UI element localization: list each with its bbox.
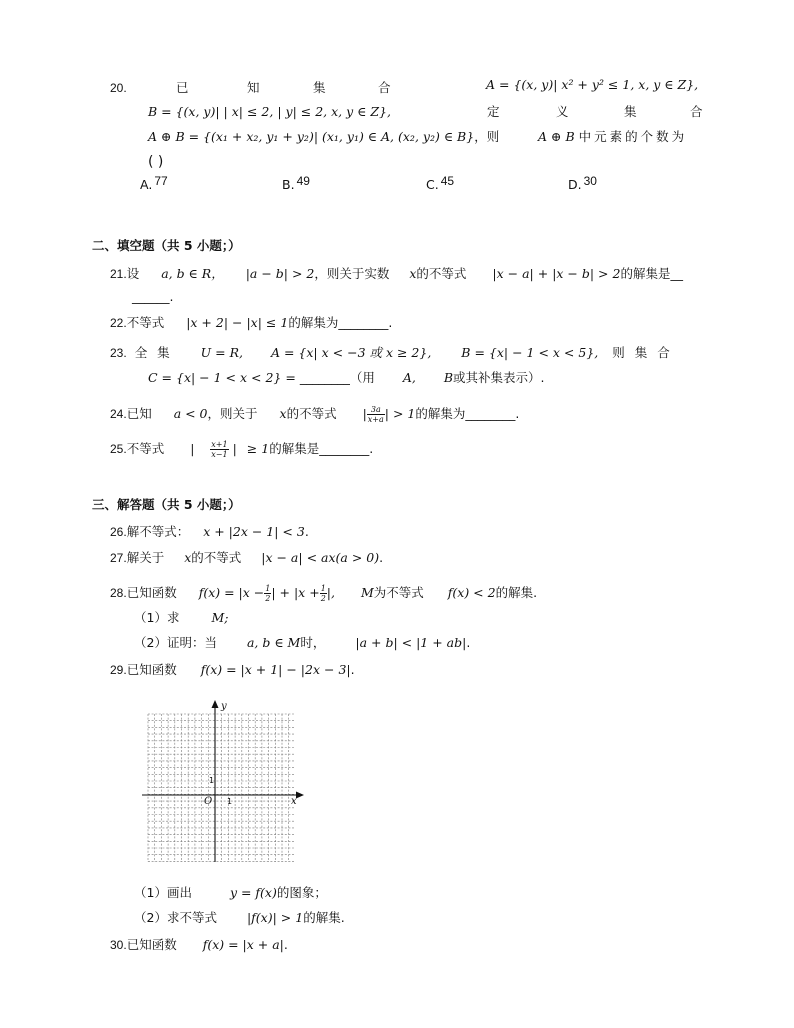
q23-math: A = {x| x < −3 或 x ≥ 2}, [270, 345, 432, 360]
q20-paren: ( ) [148, 154, 164, 170]
fraction-num: 1 [320, 584, 326, 593]
q28-part-math: M; [211, 610, 229, 625]
q25-text: 的解集是________. [269, 441, 374, 456]
q28-part-text: . [466, 635, 471, 650]
q20-option-b [282, 176, 310, 194]
q29-part-2 [134, 909, 345, 927]
q26-text: 解不等式： [126, 524, 190, 539]
q29-part-math: |f(x)| > 1 [246, 910, 304, 925]
q26-text: . [304, 524, 309, 539]
section-3-title: 三、解答题（共 5 小题；） [92, 497, 241, 512]
option-letter: D. [568, 177, 582, 192]
q20-option-c [426, 176, 454, 194]
q23-math: B = {x| − 1 < x < 5}, [461, 345, 599, 360]
q29-part-text: 的解集. [303, 910, 345, 925]
q24-text: 的解集为________. [415, 406, 520, 421]
q28-part-1 [134, 609, 228, 627]
x-unit-label: 1 [227, 797, 233, 806]
q20-word-3: 集 [313, 80, 326, 95]
q20-def-3: 集 [624, 104, 637, 119]
q27-math: |x − a| < ax(a > 0) [261, 550, 380, 565]
q24-fraction-den: x+a [367, 415, 384, 424]
q20-then: ，则 [474, 129, 500, 144]
q21-text: ，则关于实数 [314, 266, 390, 281]
q20-operation: A ⊕ B = {(x₁ + x₂, y₁ + y₂)| (x₁, y₁) ∈ A, (x₂, y₂) ∈ B} [148, 129, 475, 144]
q24 [110, 405, 519, 424]
q23-math: C = {x| − 1 < x < 2} = [148, 370, 296, 385]
q24-text: 已知 [126, 406, 152, 421]
q21-math: x [409, 266, 417, 281]
q22-text: 的解集为________. [288, 315, 393, 330]
q21-math: |a − b| > 2 [245, 266, 315, 281]
grid-lines [148, 714, 294, 862]
q27 [110, 549, 383, 567]
q20-tail-expr: A ⊕ B [538, 129, 575, 144]
q29-text: 已知函数 [126, 662, 177, 677]
q23-line1 [110, 344, 673, 362]
y-axis-arrow-icon [212, 700, 219, 708]
section-2-title: 二、填空题（共 5 小题；） [92, 238, 241, 253]
q29-part-text: （1）画出 [134, 885, 192, 900]
q27-number: 27. [110, 551, 127, 565]
q29-number: 29. [110, 663, 127, 677]
q23-text: ________（用 [299, 370, 375, 385]
q20-set-a: A = {(x, y)| x² + y² ≤ 1, x, y ∈ Z}, [486, 77, 699, 92]
q23-math: A, [402, 370, 416, 385]
x-axis-label: x [291, 796, 297, 807]
q28 [110, 584, 537, 603]
q23-math: U = R, [200, 345, 243, 360]
origin-label: O [204, 796, 213, 807]
q29 [110, 661, 355, 679]
option-value: 77 [154, 174, 168, 188]
q26 [110, 523, 309, 541]
q25-fraction-num: x+1 [211, 440, 228, 449]
q20-option-d [568, 176, 597, 194]
q21-math: |x − a| + |x − b| > 2 [492, 266, 621, 281]
q25-text: 不等式 [126, 441, 165, 456]
y-axis-label: y [221, 701, 227, 712]
q24-abs: | $\frac{3a}{x+a}$ | [362, 405, 389, 424]
q30-math: f(x) = |x + a| [202, 937, 284, 952]
q30 [110, 936, 288, 954]
q23-text: 或其补集表示）. [453, 370, 545, 385]
q28-math: |, [326, 585, 335, 600]
q30-text: 已知函数 [126, 937, 177, 952]
q20-tail-text: 中元素的个数为 [578, 129, 688, 144]
q21-text: 的解集是__ [620, 266, 683, 281]
q22 [110, 314, 392, 332]
q24-fraction [367, 405, 385, 424]
q28-text: 的解集. [495, 585, 538, 600]
q22-text: 不等式 [126, 315, 165, 330]
q21 [110, 265, 683, 283]
q29-part-1 [134, 884, 327, 902]
q28-part-text: 时， [300, 635, 326, 650]
q20-option-a [140, 176, 168, 194]
q20-line3-tail [538, 128, 687, 146]
q28-math: f(x) < 2 [447, 585, 496, 600]
y-unit-label: 1 [209, 776, 215, 785]
q24-text: ，则关于 [207, 406, 258, 421]
q24-math: > 1 [392, 406, 416, 421]
q28-part-math: |a + b| < |1 + ab| [355, 635, 467, 650]
option-value: 30 [583, 174, 597, 188]
q23-number: 23. [110, 346, 127, 360]
q20-word-1: 已 [176, 80, 189, 95]
q23-text: 全 集 [134, 345, 173, 360]
q20-def-1: 定 [487, 104, 500, 119]
q21-blank: ______. [132, 289, 174, 304]
q23-text: 则 集 合 [612, 345, 673, 360]
q30-number: 30. [110, 938, 127, 952]
q29-part-text: （2）求不等式 [134, 910, 217, 925]
q21-math: a, b ∈ R， [161, 266, 224, 281]
q20-number: 20. [110, 81, 127, 95]
q27-text: 解关于 [126, 550, 165, 565]
q29-part-text: 的图象； [276, 885, 327, 900]
q22-math: |x + 2| − |x| ≤ 1 [186, 315, 289, 330]
q28-fraction-2 [320, 584, 327, 603]
q27-text: 的不等式 [191, 550, 242, 565]
option-letter: B. [282, 177, 295, 192]
q28-text: 为不等式 [373, 585, 424, 600]
fraction-den: 2 [320, 594, 326, 603]
q28-part-text: （2）证明：当 [134, 635, 217, 650]
q20-def-2: 义 [556, 104, 569, 119]
q27-math: x [184, 550, 192, 565]
q21-text: 设 [126, 266, 140, 281]
q30-text: . [283, 937, 288, 952]
q20-line3 [148, 128, 499, 146]
q28-number: 28. [110, 586, 127, 600]
q23-math: B [443, 370, 453, 385]
q24-text: 的不等式 [286, 406, 337, 421]
q23-line2 [148, 369, 544, 387]
q25-abs: | $\frac{x+1}{x-1}$ | [190, 440, 237, 459]
q22-number: 22. [110, 316, 127, 330]
q25-math: ≥ 1 [246, 441, 270, 456]
q20-word-4: 合 [378, 80, 391, 95]
q25-fraction [210, 440, 228, 459]
q28-math: | + |x + [271, 585, 320, 600]
q20-line1 [110, 79, 127, 97]
q28-math: M [360, 585, 374, 600]
fraction-num: 1 [265, 584, 271, 593]
q20-set-b: B = {(x, y)| | x| ≤ 2, | y| ≤ 2, x, y ∈ Z}, [148, 104, 391, 119]
q25 [110, 440, 373, 459]
q20-def-4: 合 [690, 104, 703, 119]
q29-math: f(x) = |x + 1| − |2x − 3| [200, 662, 351, 677]
q21-number: 21. [110, 267, 127, 281]
q21-text: 的不等式 [416, 266, 467, 281]
option-letter: C. [426, 177, 439, 192]
q24-number: 24. [110, 407, 127, 421]
q27-text: . [379, 550, 384, 565]
q26-math: x + |2x − 1| < 3 [203, 524, 305, 539]
q28-part-math: a, b ∈ M [246, 635, 301, 650]
fraction-den: 2 [265, 594, 271, 603]
q20-word-2: 知 [247, 80, 260, 95]
q26-number: 26. [110, 525, 127, 539]
q28-part-2 [134, 634, 470, 652]
q25-fraction-den: x−1 [211, 450, 228, 459]
q29-coordinate-grid [140, 696, 310, 866]
q29-text: . [350, 662, 355, 677]
q24-math: a < 0 [173, 406, 208, 421]
option-value: 45 [440, 174, 455, 188]
q25-number: 25. [110, 442, 127, 456]
x-axis-arrow-icon [296, 792, 304, 799]
q24-fraction-num: 3a [367, 405, 385, 415]
option-value: 49 [296, 174, 310, 188]
option-letter: A. [140, 177, 153, 192]
q28-text: 已知函数 [126, 585, 177, 600]
q28-part-text: （1）求 [134, 610, 180, 625]
q28-math: f(x) = |x − [198, 585, 265, 600]
q29-part-math: y = f(x) [229, 885, 277, 900]
q24-math: x [279, 406, 287, 421]
